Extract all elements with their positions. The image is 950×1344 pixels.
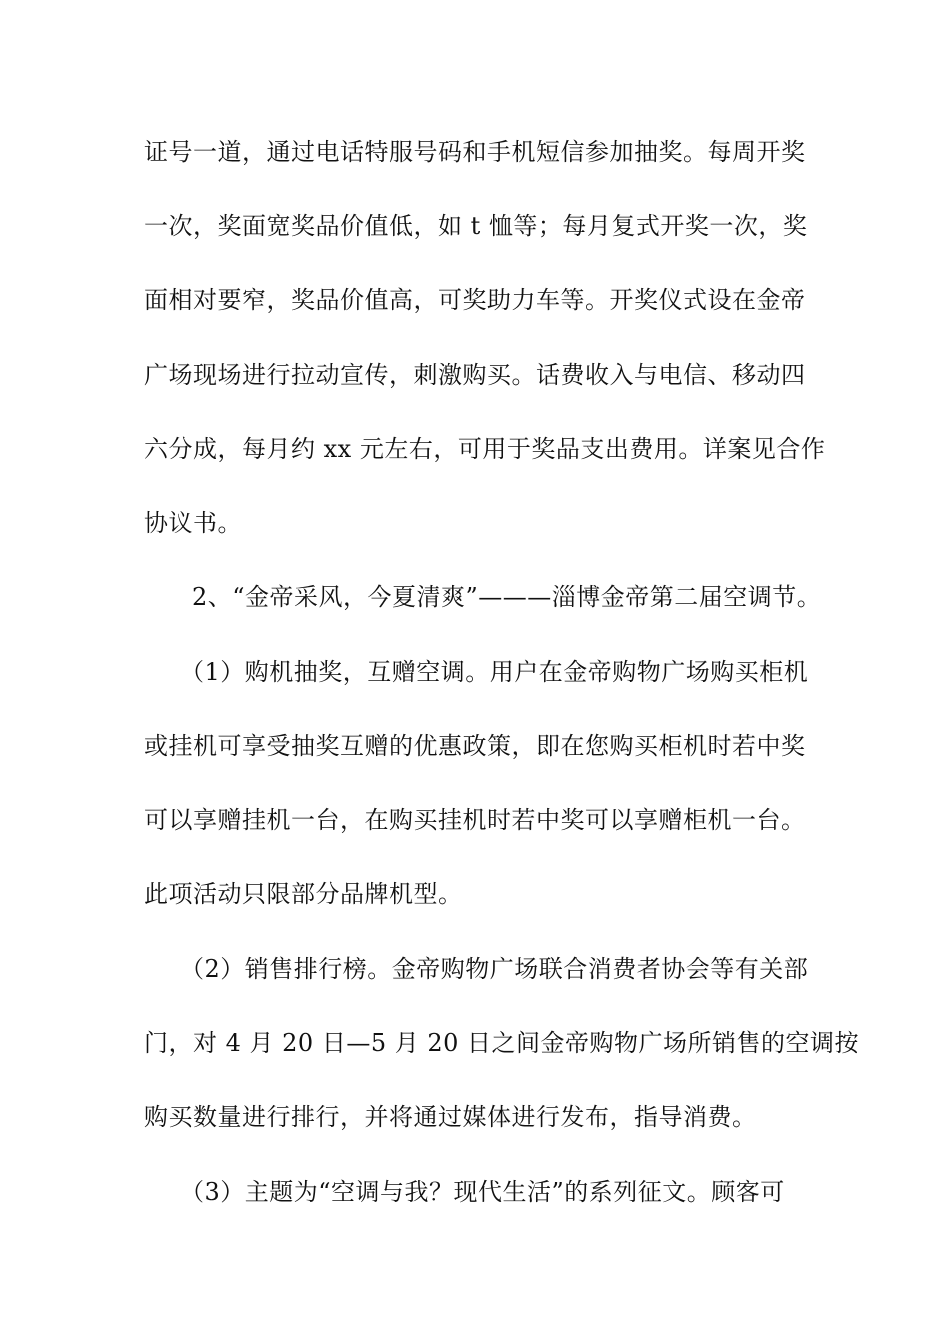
text-line: 协议书。 bbox=[144, 509, 242, 537]
text-line: （1）购机抽奖，互赠空调。用户在金帝购物广场购买柜机 bbox=[180, 658, 809, 686]
text-line: 可以享赠挂机一台，在购买挂机时若中奖可以享赠柜机一台。 bbox=[144, 806, 806, 834]
text-line: （2）销售排行榜。金帝购物广场联合消费者协会等有关部 bbox=[180, 955, 809, 983]
text-line: 购买数量进行排行，并将通过媒体进行发布，指导消费。 bbox=[144, 1103, 757, 1131]
text-line: 面相对要窄，奖品价值高，可奖助力车等。开奖仪式设在金帝 bbox=[144, 286, 806, 314]
text-line: （3）主题为“空调与我？现代生活”的系列征文。顾客可 bbox=[180, 1178, 785, 1206]
text-line: 一次，奖面宽奖品价值低，如 t 恤等；每月复式开奖一次，奖 bbox=[144, 212, 808, 240]
section-heading: 2、“金帝采风，今夏清爽”———淄博金帝第二届空调节。 bbox=[192, 583, 822, 611]
text-line: 证号一道，通过电话特服号码和手机短信参加抽奖。每周开奖 bbox=[144, 138, 806, 166]
text-line: 广场现场进行拉动宣传，刺激购买。话费收入与电信、移动四 bbox=[144, 361, 806, 389]
text-line: 六分成，每月约 xx 元左右，可用于奖品支出费用。详案见合作 bbox=[144, 435, 826, 463]
text-line: 或挂机可享受抽奖互赠的优惠政策，即在您购买柜机时若中奖 bbox=[144, 732, 806, 760]
text-line: 此项活动只限部分品牌机型。 bbox=[144, 880, 463, 908]
text-line: 门，对 4 月 20 日—5 月 20 日之间金帝购物广场所销售的空调按 bbox=[144, 1029, 860, 1057]
